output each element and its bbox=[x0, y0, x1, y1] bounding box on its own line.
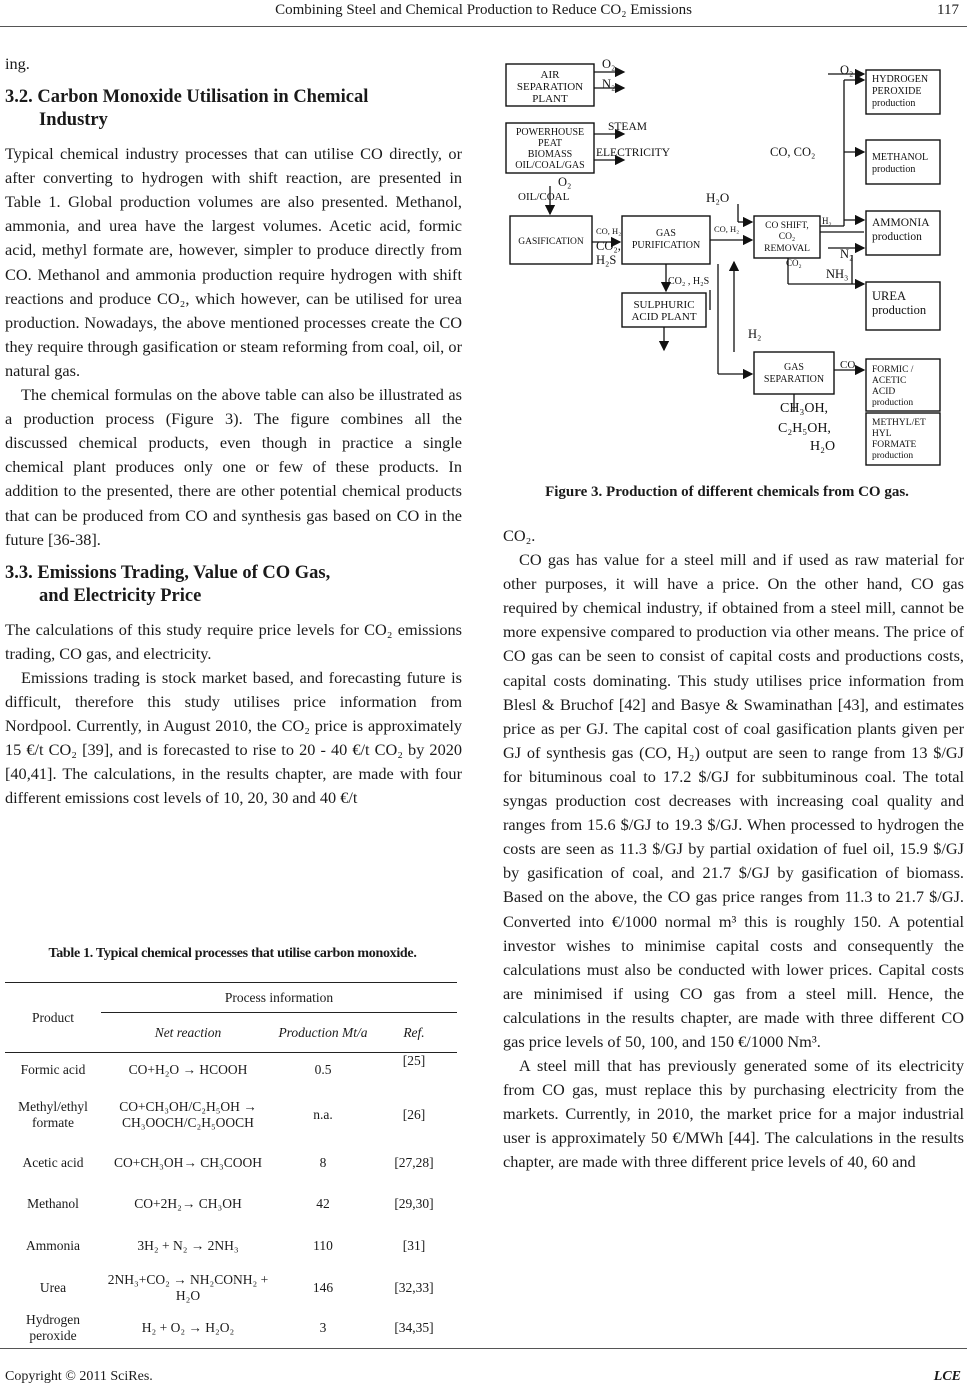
svg-text:OIL/COAL: OIL/COAL bbox=[518, 191, 570, 203]
svg-text:SEPARATION: SEPARATION bbox=[516, 81, 584, 93]
svg-text:ELECTRICITY: ELECTRICITY bbox=[596, 147, 671, 159]
table-row: Hydrogen peroxide H₂ + O₂ → H₂O₂ 3 [34,35] bbox=[5, 1309, 457, 1349]
right-column bbox=[503, 524, 964, 1175]
svg-text:FORMATE: FORMATE bbox=[872, 440, 917, 450]
svg-text:STEAM: STEAM bbox=[608, 121, 647, 133]
col-header-group: Process information bbox=[101, 983, 457, 1013]
svg-text:METHYL/ET: METHYL/ET bbox=[872, 418, 926, 428]
svg-text:CO SHIFT,: CO SHIFT, bbox=[765, 221, 809, 231]
svg-text:production: production bbox=[872, 303, 927, 317]
svg-text:ACETIC: ACETIC bbox=[872, 376, 907, 386]
svg-text:BIOMASS: BIOMASS bbox=[527, 149, 573, 160]
table-row: Formic acid CO+H₂O → HCOOH 0.5 [25] bbox=[20, 1053, 426, 1077]
col-header-production: Production Mt/a bbox=[278, 1024, 368, 1040]
svg-text:O₂: O₂ bbox=[602, 57, 616, 71]
svg-text:production: production bbox=[872, 398, 914, 408]
svg-text:SULPHURIC: SULPHURIC bbox=[633, 299, 695, 311]
svg-text:FORMIC /: FORMIC / bbox=[872, 365, 914, 375]
svg-text:H₂S: H₂S bbox=[596, 253, 617, 267]
table-row: Methyl/ethyl formate CO+CH₃OH/C₂H₅OH → CH₃OOCH/C₂H₅OOCH n.a. [26] bbox=[18, 1098, 426, 1130]
page-footer bbox=[0, 1348, 967, 1387]
figure-3-process-diagram bbox=[488, 52, 967, 472]
svg-text:H₂: H₂ bbox=[822, 216, 832, 226]
table-row: Acetic acid CO+CH₃OH→ CH₃COOH 8 [27,28] bbox=[22, 1154, 434, 1170]
svg-text:production: production bbox=[872, 451, 914, 461]
svg-text:O₂: O₂ bbox=[558, 175, 572, 189]
svg-text:GAS: GAS bbox=[783, 362, 805, 373]
journal-abbrev: LCE bbox=[933, 1369, 961, 1384]
svg-text:production: production bbox=[872, 98, 916, 109]
svg-text:PEAT: PEAT bbox=[538, 138, 562, 149]
svg-text:production: production bbox=[872, 164, 916, 175]
svg-text:PURIFICATION: PURIFICATION bbox=[631, 240, 701, 251]
table-row: Ammonia 3H₂ + N₂ → 2NH₃ 110 [31] bbox=[26, 1237, 426, 1253]
svg-text:GASIFICATION: GASIFICATION bbox=[518, 237, 584, 247]
svg-text:C₂H₅OH,: C₂H₅OH, bbox=[778, 421, 831, 436]
paragraph: CO gas has value for a steel mill and if used as raw material for other purposes, it will have a price. On the other hand, CO gas required by chemical industry, if obtained from a steel mill, cannot be more expensive compared to production via other means. The price of CO gas can be seen to consist of capital costs and productions costs, capital costs dominating. This study utilises price information from Blesl & Bruchof [42] and Basye & Swaminathan [43], and estimates price as per GJ. The capital cost of coal gasification plants given per GJ of synthesis gas (CO, H₂) output are seen to range from 13 $/GJ for bituminous coal to 17.2 $/GJ for subbituminous coal. The total syngas production cost decreases with increasing coal quality and ranges from 15.6 $/GJ to 19.3 $/GJ. When processed to hydrogen the costs are seen as 11.3 $/GJ by partial oxidation of fuel oil, 15.9 $/GJ by gasification of coal, and 21.7 $/GJ by gasification of biomass. Based on the above, the CO gas price ranges from 11.3 to 21.7 $/GJ. Converted into €/1000 normal m³ this is roughly 150. A potential investor wishes to minimise capital costs and consequently the calculations must also be conducted with lower prices. Capital costs are minimised if using CO gas from a steel mill. Hence, the calculations in the results chapter, are made with three different CO gas price levels of 50, 100, and 150 €/1000 Nm³. bbox=[503, 550, 964, 1051]
svg-text:O₂: O₂ bbox=[840, 63, 854, 77]
col-header-product: Product bbox=[5, 983, 101, 1053]
running-header bbox=[0, 0, 967, 27]
svg-text:NH₃: NH₃ bbox=[826, 267, 849, 281]
svg-text:PEROXIDE: PEROXIDE bbox=[872, 86, 922, 97]
svg-text:production: production bbox=[872, 231, 922, 243]
svg-text:UREA: UREA bbox=[872, 289, 907, 303]
svg-text:H₂: H₂ bbox=[748, 327, 762, 341]
svg-text:CO, H₂: CO, H₂ bbox=[596, 226, 622, 236]
svg-text:ACID: ACID bbox=[872, 387, 896, 397]
copyright-notice: Copyright © 2011 SciRes. bbox=[5, 1369, 153, 1384]
left-column bbox=[5, 52, 462, 810]
section-heading-3-3: 3.3. Emissions Trading, Value of CO Gas, and Electricity Price bbox=[5, 562, 331, 606]
svg-text:GAS: GAS bbox=[655, 228, 677, 239]
svg-text:REMOVAL: REMOVAL bbox=[764, 244, 810, 254]
paragraph: ing. bbox=[5, 54, 30, 73]
paragraph: Typical chemical industry processes that can utilise CO directly, or after converting to hydrogen with shift reaction, are presented in Table 1. Global production volumes are also presented. Methanol, ammonia, and urea have the largest volumes. Acetic acid, formic acid, methyl formate are, however, simpler to produce directly from CO. Methanol and ammonia production require hydrogen with shift reactions and produce CO₂, which however, can be utilised for urea production. Nowadays, the above mentioned processes create the CO they require through gasification or steam reforming from coal, oil, or natural gas. bbox=[5, 144, 462, 380]
svg-text:CO₂: CO₂ bbox=[778, 232, 796, 242]
svg-text:ACID PLANT: ACID PLANT bbox=[631, 311, 697, 323]
svg-text:CO₂ , H₂S: CO₂ , H₂S bbox=[668, 276, 710, 287]
table-row: Methanol CO+2H₂→ CH₃OH 42 [29,30] bbox=[27, 1195, 434, 1211]
svg-text:CO₂,: CO₂, bbox=[596, 239, 621, 253]
col-header-reaction: Net reaction bbox=[154, 1024, 222, 1040]
svg-text:METHANOL: METHANOL bbox=[872, 152, 929, 163]
paragraph: The chemical formulas on the above table can also be illustrated as a production process (Figure 3). The figure combines all the discussed chemical products, even though in practice a single chemical plant produces only one or few of these products. In addition to the presented, there are other potential chemical products that can be produced from CO and synthesis gas based on CO in the future [36-38]. bbox=[5, 385, 462, 549]
svg-text:CO, H₂: CO, H₂ bbox=[714, 224, 740, 234]
svg-text:CO, CO₂: CO, CO₂ bbox=[770, 145, 816, 159]
svg-text:CO: CO bbox=[840, 359, 856, 371]
svg-text:AIR: AIR bbox=[540, 69, 560, 81]
page-number: 117 bbox=[937, 2, 959, 18]
col-header-ref: Ref. bbox=[403, 1024, 425, 1040]
table-caption: Table 1. Typical chemical processes that utilise carbon monoxide. bbox=[48, 946, 417, 961]
svg-text:N₂: N₂ bbox=[840, 247, 854, 261]
table-row: Urea 2NH₃+CO₂ → NH₂CONH₂ + H₂O 146 [32,33] bbox=[39, 1271, 434, 1303]
chemical-processes-table bbox=[5, 982, 457, 1349]
figure-caption: Figure 3. Production of different chemicals from CO gas. bbox=[545, 484, 909, 500]
paragraph: CO₂. bbox=[503, 526, 536, 545]
paragraph: A steel mill that has previously generated some of its electricity from CO gas, must replace this by purchasing electricity from the markets. Currently, in 2010, the market price for a major industrial user is approximately 50 €/MWh [44]. The calculations in the results chapter, are made with three different price levels of 40, 60 and bbox=[503, 1056, 964, 1172]
paragraph: Emissions trading is stock market based, and forecasting future is difficult, therefore this study utilises price information from Nordpool. Currently, in August 2010, the CO₂ price is approximately 15 €/t CO₂ [39], and is forecasted to rise to 20 - 40 €/t CO₂ by 2020 [40,41]. The calculations, in the results chapter, are made with four different emissions cost levels of 10, 20, 30 and 40 €/t bbox=[5, 667, 462, 808]
svg-text:HYDROGEN: HYDROGEN bbox=[872, 74, 929, 85]
svg-text:CO₂: CO₂ bbox=[786, 258, 802, 268]
svg-text:HYL: HYL bbox=[872, 429, 892, 439]
paragraph: The calculations of this study require price levels for CO₂ emissions trading, CO gas, and electricity. bbox=[5, 619, 462, 663]
svg-text:PLANT: PLANT bbox=[532, 93, 568, 105]
svg-text:N₂: N₂ bbox=[602, 77, 616, 91]
svg-text:H₂O: H₂O bbox=[706, 190, 730, 205]
box-gas-separation bbox=[754, 352, 834, 394]
section-heading-3-2: 3.2. Carbon Monoxide Utilisation in Chemical Industry bbox=[5, 87, 369, 131]
svg-text:H₂O: H₂O bbox=[810, 439, 836, 454]
svg-text:CH₃OH,: CH₃OH, bbox=[780, 401, 829, 416]
svg-text:OIL/COAL/GAS: OIL/COAL/GAS bbox=[515, 160, 585, 171]
svg-text:SEPARATION: SEPARATION bbox=[763, 374, 825, 385]
svg-text:POWERHOUSE: POWERHOUSE bbox=[515, 127, 585, 138]
running-title: Combining Steel and Chemical Production to Reduce CO₂ Emissions bbox=[275, 2, 692, 18]
svg-text:AMMONIA: AMMONIA bbox=[872, 217, 930, 229]
